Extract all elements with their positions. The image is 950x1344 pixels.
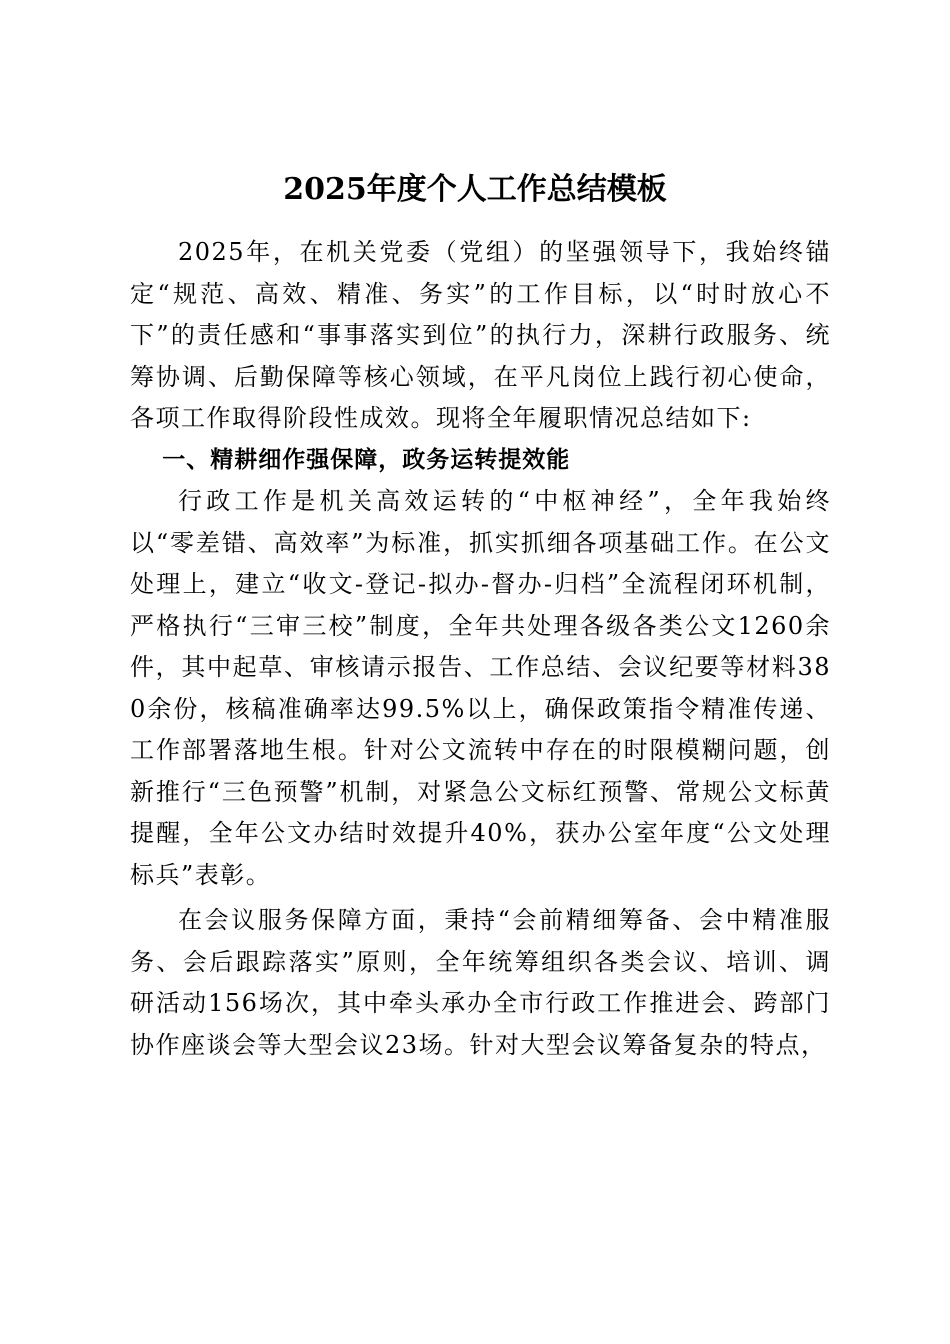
intro-paragraph: 2025年，在机关党委（党组）的坚强领导下，我始终锚定“规范、高效、精准、务实”的工作目标，以“时时放心不下”的责任感和“事事落实到位”的执行力，深耕行政服务、统筹协调、后勤保障等核心领域，在平凡岗位上践行初心使命，各项工作取得阶段性成效。现将全年履职情况总结如下: (130, 238, 831, 432)
section-heading-1: 一、精耕细作强保障，政务运转提效能 (162, 446, 571, 473)
document-title: 2025年度个人工作总结模板 (283, 172, 667, 207)
document-body (130, 232, 831, 1066)
section-1-paragraph-2: 在会议服务保障方面，秉持“会前精细筹备、会中精准服务、会后跟踪落实”原则，全年统筹组织各类会议、培训、调研活动156场次，其中牵头承办全市行政工作推进会、跨部门协作座谈会等大型会议23场。针对大型会议筹备复杂的特点， (130, 906, 831, 1059)
section-1-paragraph-1: 行政工作是机关高效运转的“中枢神经”，全年我始终以“零差错、高效率”为标准，抓实抓细各项基础工作。在公文处理上，建立“收文-登记-拟办-督办-归档”全流程闭环机制，严格执行“三审三校”制度，全年共处理各级各类公文1260余件，其中起草、审核请示报告、工作总结、会议纪要等材料380余份，核稿准确率达99.5%以上，确保政策指令精准传递、工作部署落地生根。针对公文流转中存在的时限模糊问题，创新推行“三色预警”机制，对紧急公文标红预警、常规公文标黄提醒，全年公文办结时效提升40%，获办公室年度“公文处理标兵”表彰。 (130, 487, 831, 889)
